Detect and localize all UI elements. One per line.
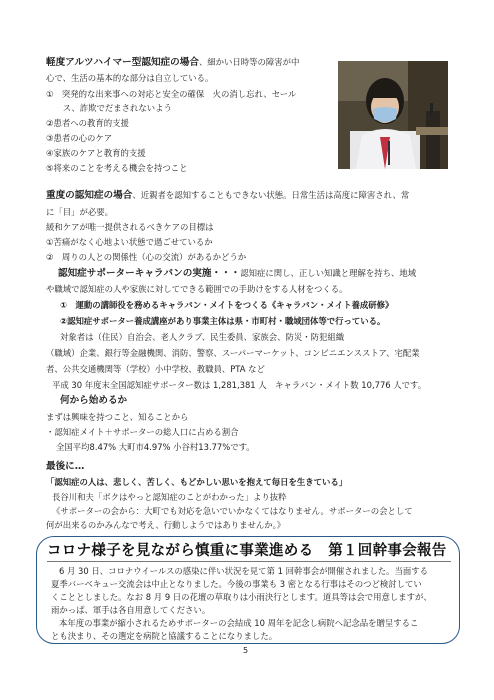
mild-item-1-cont: ス、詐欺でだまされないよう: [46, 103, 172, 113]
caravan-target-3: 者、公共交通機関等（学校）小中学校、教職員、PTA など: [46, 364, 265, 374]
closing-quote-3: 《サポーターの会から：大町でも対応を急いでいかなくてはなりません。サポーターの会として: [52, 506, 413, 516]
meeting-report-line-2: 夏季バーベキュー交流会は中止となりました。今後の事業も 3 密となる行事はそのつど検討してい: [51, 579, 422, 589]
start-line-3: 全国平均8.47% 大町市4.97% 小谷村13.77%です。: [56, 442, 255, 452]
mild-item-4: ④家族のケアと教育的支援: [46, 148, 146, 158]
mild-intro-2: 心で、生活の基本的な部分は自立している。: [46, 73, 214, 83]
mild-item-3: ③患者の心のケア: [46, 133, 113, 143]
speaker-photo-image: [338, 61, 448, 169]
severe-intro-2: に「目」が必要。: [46, 207, 113, 217]
severe-line-3: ② 周りの人との関係性（心の交流）があるかどうか: [46, 252, 247, 262]
closing-quote-1: 「認知症の人は、悲しく、苦しく、もどかしい思いを抱えて毎日を生きている」: [46, 477, 348, 487]
mild-intro-line-1: [46, 56, 299, 69]
mild-item-5: ⑤将来のことを考える機会を持つこと: [46, 163, 188, 173]
caravan-target-2: （職域）企業、銀行等金融機関、消防、警察、スーパーマーケット、コンビニエンスストア、宅配業: [46, 348, 420, 358]
start-line-2: ・認知症メイト＋サポーターの総人口に占める割合: [46, 427, 239, 437]
caravan-heading: 認知症サポーターキャラバンの実施・・・: [58, 268, 241, 279]
caravan-desc-1: 認知症に関し、正しい知識と理解を持ち、地域: [240, 268, 417, 278]
meeting-report-box: [36, 536, 460, 644]
mild-intro-1: 、細かい日時等の障害が中: [198, 57, 300, 67]
severe-heading: 重度の認知症の場合: [46, 190, 133, 201]
caravan-target-1: 対象者は（住民）自治会、老人クラブ、民生委員、家族会、防災・防犯組織: [60, 332, 345, 342]
severe-line-1: 緩和ケアが唯一提供されるべきケアの目標は: [46, 222, 214, 232]
meeting-report-line-1: 6 月 30 日、コロナウイールスの感染に伴い状況を見て第 1 回幹事会が開催されました。当面する: [59, 566, 428, 576]
severe-line-2: ①苦痛がなく心地よい状態で過ごせているか: [46, 237, 213, 247]
meeting-report-divider: [47, 561, 451, 562]
meeting-report-line-6: とも決まり、その選定を病院と協議することになりました。: [51, 631, 278, 641]
severe-intro-line-1: [46, 189, 409, 202]
caravan-line-1: [46, 267, 416, 280]
caravan-desc-2: や職域で認知症の人や家族に対してできる範囲での手助けをする人材をつくる。: [46, 284, 348, 294]
start-line-1: まずは興味を持つこと、知ることから: [46, 412, 189, 422]
caravan-stats: 平成 30 年度末全国認知症サポーター数は 1,281,381 人 キャラバン・メイト数 10,776 人です。: [52, 380, 427, 390]
mild-heading: 軽度アルツハイマー型認知症の場合: [46, 57, 199, 68]
mild-item-2: ②患者への教育的支援: [46, 118, 129, 128]
meeting-report-title: コロナ様子を見ながら慎重に事業進める 第１回幹事会報告: [47, 543, 447, 559]
meeting-report-line-3: くこととしました。なお 8 月 9 日の花壇の草取りは小雨決行とします。道具等は会で用意しますが、: [51, 592, 432, 602]
meeting-report-line-5: 本年度の事業が縮小されるためサポーターの会結成 10 周年を記念し病院へ記念品を贈呈するこ: [59, 618, 419, 628]
start-heading: 何から始めるか: [60, 395, 128, 406]
severe-intro-1: 、近親者を認知することもできない状態。日常生活は高度に障害され、常: [132, 190, 410, 200]
closing-quote-2: 長谷川和夫「ボクはやっと認知症のことがわかった」より抜粋: [52, 492, 287, 502]
page-number: 5: [243, 646, 249, 655]
speaker-photo: [338, 61, 448, 169]
mild-item-1: ① 突発的な出来事への対応と安全の確保 火の消し忘れ、セール: [46, 89, 297, 99]
meeting-report-line-4: 雨かっぱ、軍手は各自用意してください。: [51, 605, 211, 615]
closing-heading: 最後に…: [46, 461, 85, 472]
caravan-point-1: ① 運動の講師役を務めるキャラバン・メイトをつくる《キャラバン・メイト養成研修》: [60, 300, 394, 310]
closing-quote-4: 何が出来るのかみんなで考え、行動しようではありませんか。》: [46, 520, 286, 530]
caravan-point-2: ②認知症サポーター養成講座があり事業主体は県・市町村・職域団体等で行っている。: [60, 316, 386, 326]
